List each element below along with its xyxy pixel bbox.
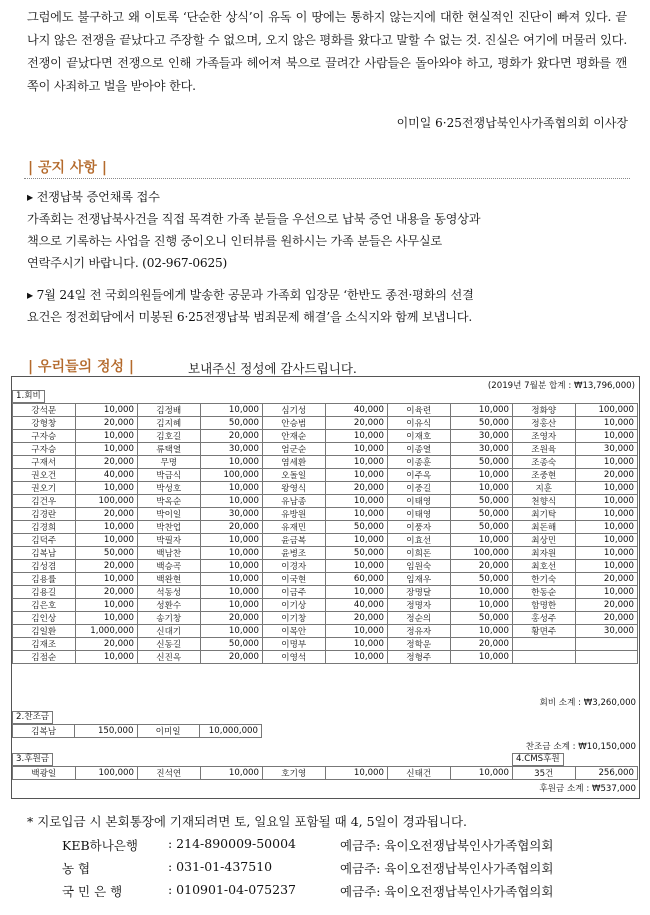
donation-amount: 40,000 <box>75 469 138 482</box>
donation-amount: 10,000 <box>450 586 513 599</box>
table-row <box>13 573 638 586</box>
donation-amount: 100,000 <box>200 469 263 482</box>
notice-item1-title: ▸ 전쟁납북 증언채록 접수 <box>27 190 160 204</box>
donor-name: 이희돈 <box>388 547 451 560</box>
bank-account: : 214-890009-50004 <box>168 836 296 851</box>
donor-name: 김복남 <box>13 725 75 738</box>
footer-note: * 지로입금 시 본회통장에 기재되려면 토, 일요일 포함될 때 4, 5일이 경과됩니다. <box>27 814 468 829</box>
signature: 이미일 6·25전쟁납북인사가족협의회 이사장 <box>396 116 628 130</box>
donation-amount: 40,000 <box>325 404 388 417</box>
donor-name: 함명한 <box>513 599 576 612</box>
donor-name: 이중길 <box>388 482 451 495</box>
table-row <box>13 404 638 417</box>
donor-name: 김은호 <box>13 599 76 612</box>
donation-amount: 10,000 <box>325 495 388 508</box>
donation-amount: 10,000 <box>575 508 638 521</box>
donation-amount: 50,000 <box>450 573 513 586</box>
donor-name: 박필자 <box>138 534 201 547</box>
donor-name: 이종열 <box>388 443 451 456</box>
donation-amount: 50,000 <box>450 612 513 625</box>
sponsor-subtotal: 찬조금 소계 : ₩10,150,000 <box>525 742 636 752</box>
donation-amount: 10,000 <box>575 586 638 599</box>
donation-amount: 30,000 <box>200 443 263 456</box>
donor-name: 무명 <box>138 456 201 469</box>
table-row <box>13 443 638 456</box>
donation-amount: 50,000 <box>450 521 513 534</box>
donation-amount: 20,000 <box>200 521 263 534</box>
account-holder: 예금주: 육이오전쟁납북인사가족협의회 <box>340 838 554 853</box>
donation-amount: 100,000 <box>75 767 138 780</box>
donation-amount <box>575 638 638 651</box>
donor-name: 김정배 <box>138 404 201 417</box>
table-row <box>13 547 638 560</box>
donation-amount: 10,000 <box>450 404 513 417</box>
donor-name: 이목안 <box>263 625 326 638</box>
membership-label: 1.회비 <box>12 390 45 403</box>
donor-name: 박이일 <box>138 508 201 521</box>
donation-amount: 20,000 <box>75 638 138 651</box>
donation-amount: 10,000 <box>450 482 513 495</box>
donation-amount: 10,000 <box>200 482 263 495</box>
donation-amount: 10,000 <box>325 767 388 780</box>
notice-item2-line1: ▸ 7월 24일 전 국회의원들에게 발송한 공문과 가족회 입장문 ‘한반도 종전·평화의 선결 <box>27 288 474 302</box>
donor-name: 박옥순 <box>138 495 201 508</box>
donation-amount: 10,000 <box>200 599 263 612</box>
table-row <box>13 495 638 508</box>
donation-amount: 100,000 <box>75 495 138 508</box>
donation-amount: 20,000 <box>450 638 513 651</box>
donor-name: 이국현 <box>263 573 326 586</box>
notice-item2 <box>27 284 632 328</box>
donor-name: 정화양 <box>513 404 576 417</box>
donation-amount: 20,000 <box>575 469 638 482</box>
donor-name: 유방원 <box>263 508 326 521</box>
donation-amount: 10,000 <box>75 404 138 417</box>
donor-name: 이유식 <box>388 417 451 430</box>
donation-amount: 10,000 <box>75 599 138 612</box>
donation-amount: 10,000 <box>325 534 388 547</box>
donor-name: 구자승 <box>13 430 76 443</box>
donor-name: 김일환 <box>13 625 76 638</box>
donor-name: 신진옥 <box>138 651 201 664</box>
donor-name: 안승범 <box>263 417 326 430</box>
notice-item1-line3: 연락주시기 바랍니다. (02-967-0625) <box>27 256 228 270</box>
donation-amount: 50,000 <box>450 508 513 521</box>
donor-name: 석동성 <box>138 586 201 599</box>
donation-amount: 100,000 <box>450 547 513 560</box>
donor-name: 권오건 <box>13 469 76 482</box>
donor-name: 유남종 <box>263 495 326 508</box>
donation-amount: 10,000 <box>325 638 388 651</box>
donor-name: 오돌일 <box>263 469 326 482</box>
bank-name: 농 협 <box>62 861 91 876</box>
donation-amount: 30,000 <box>450 443 513 456</box>
support-subtotal: 후원금 소계 : ₩537,000 <box>539 784 636 794</box>
donor-name: 김경란 <box>13 508 76 521</box>
donor-name: 이영석 <box>263 651 326 664</box>
donor-name: 김경희 <box>13 521 76 534</box>
donor-name: 조중현 <box>513 469 576 482</box>
donation-amount: 50,000 <box>450 417 513 430</box>
donor-name: 백광일 <box>13 767 76 780</box>
donation-amount: 10,000 <box>450 599 513 612</box>
donation-amount: 10,000 <box>575 560 638 573</box>
donor-name: 김복남 <box>13 547 76 560</box>
donor-name: 윤금복 <box>263 534 326 547</box>
donor-name: 진석연 <box>138 767 201 780</box>
table-row <box>13 456 638 469</box>
donor-name: 35건 <box>513 767 576 780</box>
donor-name: 정학운 <box>388 638 451 651</box>
donation-amount: 30,000 <box>450 430 513 443</box>
donation-amount: 10,000 <box>450 625 513 638</box>
donor-name: 천향식 <box>513 495 576 508</box>
donor-name: 김성겸 <box>13 560 76 573</box>
donor-name: 김용길 <box>13 586 76 599</box>
donor-name: 정명자 <box>388 599 451 612</box>
donor-name: 이육련 <box>388 404 451 417</box>
donation-amount: 10,000 <box>325 430 388 443</box>
donor-name: 구재서 <box>13 456 76 469</box>
donor-name: 정유자 <box>388 625 451 638</box>
donation-amount: 10,000 <box>575 417 638 430</box>
donor-name: 이명부 <box>263 638 326 651</box>
donor-name: 김용률 <box>13 573 76 586</box>
donor-name: 홍성주 <box>513 612 576 625</box>
donation-amount: 20,000 <box>75 508 138 521</box>
donor-name: 정홍산 <box>513 417 576 430</box>
donation-amount: 256,000 <box>575 767 638 780</box>
donation-amount: 10,000 <box>325 508 388 521</box>
donation-amount: 50,000 <box>325 521 388 534</box>
donation-amount: 50,000 <box>450 495 513 508</box>
donor-name: 이기창 <box>263 612 326 625</box>
donation-amount: 20,000 <box>200 651 263 664</box>
donor-name <box>513 651 576 664</box>
table-row <box>13 508 638 521</box>
donor-name: 신태건 <box>388 767 451 780</box>
table-row <box>13 430 638 443</box>
donation-amount: 10,000 <box>325 625 388 638</box>
table-row <box>13 638 638 651</box>
table-row <box>13 560 638 573</box>
donor-name: 이종훈 <box>388 456 451 469</box>
donation-amount: 40,000 <box>325 599 388 612</box>
notice-heading: | 공지 사항 | <box>28 160 107 176</box>
table-row <box>13 469 638 482</box>
cms-label: 4.CMS후원 <box>512 753 564 766</box>
bank-name: KEB하나은행 <box>62 838 138 853</box>
donor-name: 이주옥 <box>388 469 451 482</box>
table-row <box>13 586 638 599</box>
donation-amount: 20,000 <box>575 599 638 612</box>
donation-amount: 1,000,000 <box>75 625 138 638</box>
bank-account: : 031-01-437510 <box>168 859 273 874</box>
donation-amount: 10,000 <box>450 469 513 482</box>
support-label: 3.후원금 <box>12 753 53 766</box>
bank-account: : 010901-04-075237 <box>168 882 296 897</box>
donor-name: 송기창 <box>138 612 201 625</box>
donation-amount: 10,000 <box>200 547 263 560</box>
donor-name: 지훈 <box>513 482 576 495</box>
donation-amount: 10,000 <box>325 443 388 456</box>
donor-name: 엄군순 <box>263 443 326 456</box>
donor-name: 박금식 <box>138 469 201 482</box>
intro-text <box>27 6 627 98</box>
notice-body <box>27 186 632 274</box>
donor-name: 조영자 <box>513 430 576 443</box>
membership-subtotal: 회비 소계 : ₩3,260,000 <box>539 698 636 708</box>
donor-name: 조원육 <box>513 443 576 456</box>
donor-name: 김재조 <box>13 638 76 651</box>
donation-amount: 10,000 <box>200 560 263 573</box>
donor-name: 이기상 <box>263 599 326 612</box>
donor-name: 박찬업 <box>138 521 201 534</box>
donor-name: 구자승 <box>13 443 76 456</box>
donor-name: 김호길 <box>138 430 201 443</box>
donation-amount: 10,000 <box>75 573 138 586</box>
donor-name: 최상민 <box>513 534 576 547</box>
donation-amount: 20,000 <box>75 417 138 430</box>
donor-name: 안재순 <box>263 430 326 443</box>
donations-heading: | 우리들의 정성 | <box>28 359 134 375</box>
donor-name: 이풍자 <box>388 521 451 534</box>
donor-name: 이경자 <box>263 560 326 573</box>
donor-name: 김덕주 <box>13 534 76 547</box>
donation-amount: 10,000 <box>75 521 138 534</box>
donation-amount: 10,000 <box>75 482 138 495</box>
donation-amount: 10,000 <box>200 586 263 599</box>
bank-name: 국 민 은 행 <box>62 884 123 899</box>
donation-amount: 10,000 <box>575 430 638 443</box>
donation-amount: 10,000 <box>325 456 388 469</box>
donor-name: 임원숙 <box>388 560 451 573</box>
donor-name: 최호선 <box>513 560 576 573</box>
donor-name: 권오기 <box>13 482 76 495</box>
donation-amount: 10,000 <box>75 430 138 443</box>
donation-amount: 20,000 <box>75 456 138 469</box>
donor-name: 신대기 <box>138 625 201 638</box>
membership-table <box>12 403 638 664</box>
support-table <box>12 766 638 780</box>
donation-amount: 50,000 <box>75 547 138 560</box>
donation-amount: 10,000 <box>75 612 138 625</box>
donor-name: 강형창 <box>13 417 76 430</box>
donor-name: 이태영 <box>388 495 451 508</box>
donation-amount: 10,000 <box>575 482 638 495</box>
sponsor-label: 2.찬조금 <box>12 711 53 724</box>
donor-name: 한기숙 <box>513 573 576 586</box>
donor-name: 김점순 <box>13 651 76 664</box>
donor-name: 윤병조 <box>263 547 326 560</box>
donation-amount: 10,000 <box>200 404 263 417</box>
donation-amount: 50,000 <box>325 547 388 560</box>
donor-name: 정형주 <box>388 651 451 664</box>
donation-amount: 10,000 <box>450 651 513 664</box>
donation-amount: 20,000 <box>450 560 513 573</box>
donations-total: (2019년 7월분 합계 : ₩13,796,000) <box>487 381 635 391</box>
donation-amount: 10,000 <box>75 651 138 664</box>
donor-name: 한동순 <box>513 586 576 599</box>
donation-amount: 20,000 <box>200 430 263 443</box>
donor-name: 류택열 <box>138 443 201 456</box>
donation-amount: 20,000 <box>575 573 638 586</box>
donation-amount: 10,000 <box>575 495 638 508</box>
donation-amount: 10,000 <box>325 560 388 573</box>
donor-name: 장명달 <box>388 586 451 599</box>
donor-name: 백남찬 <box>138 547 201 560</box>
donation-amount: 20,000 <box>325 482 388 495</box>
donation-amount: 10,000 <box>200 573 263 586</box>
donor-name: 호기영 <box>263 767 326 780</box>
donor-name: 심기성 <box>263 404 326 417</box>
donation-amount: 10,000 <box>325 651 388 664</box>
intro-paragraph: 그럼에도 불구하고 왜 이토록 ‘단순한 상식’이 유독 이 땅에는 통하지 않는지에 대한 현실적인 진단이 빠져 있다. 끝나지 않은 전쟁을 끝났다고 주장할 수 없으며, 오지 않은 평화를 왔다고 말할 수 없는 것. 진실은 여기에 머물러 있다. 전쟁이 끝났다면 전쟁으로 인해 가족들과 헤어져 북으로 끌려간 사람들은 돌아와야 하고, 평화가 왔다면 평화를 깬 쪽이 사죄하고 벌을 받아야 한다. <box>27 10 627 93</box>
donation-amount: 10,000 <box>450 534 513 547</box>
table-row <box>13 725 262 738</box>
donation-amount: 50,000 <box>200 417 263 430</box>
donation-amount: 100,000 <box>575 404 638 417</box>
donor-name: 백완현 <box>138 573 201 586</box>
donor-name: 임재우 <box>388 573 451 586</box>
account-holder: 예금주: 육이오전쟁납북인사가족협의회 <box>340 861 554 876</box>
donor-name: 왕영식 <box>263 482 326 495</box>
donation-amount: 10,000 <box>575 534 638 547</box>
table-row <box>13 521 638 534</box>
donor-name <box>513 638 576 651</box>
donor-name: 최기탁 <box>513 508 576 521</box>
donor-name: 이미일 <box>137 725 199 738</box>
sponsor-table <box>12 724 262 738</box>
donation-amount: 10,000 <box>200 495 263 508</box>
donation-amount: 20,000 <box>325 612 388 625</box>
table-row <box>13 651 638 664</box>
donor-name: 성환수 <box>138 599 201 612</box>
donation-amount: 10,000 <box>575 547 638 560</box>
table-row <box>13 599 638 612</box>
donation-amount: 30,000 <box>575 625 638 638</box>
donation-amount: 10,000 <box>575 521 638 534</box>
donation-amount: 10,000 <box>200 625 263 638</box>
donor-name: 정순의 <box>388 612 451 625</box>
donor-name: 이금주 <box>263 586 326 599</box>
donor-name: 강석문 <box>13 404 76 417</box>
donation-amount: 10,000 <box>450 767 513 780</box>
donation-amount <box>575 651 638 664</box>
donation-amount: 50,000 <box>450 456 513 469</box>
donor-name: 이재호 <box>388 430 451 443</box>
table-row <box>13 482 638 495</box>
donor-name: 신동길 <box>138 638 201 651</box>
donor-name: 박성호 <box>138 482 201 495</box>
table-row <box>13 534 638 547</box>
donation-amount: 30,000 <box>200 508 263 521</box>
donation-amount: 10,000 <box>325 586 388 599</box>
donor-name: 최돈해 <box>513 521 576 534</box>
donor-name: 백승곡 <box>138 560 201 573</box>
donation-amount: 20,000 <box>575 612 638 625</box>
account-holder: 예금주: 육이오전쟁납북인사가족협의회 <box>340 884 554 899</box>
donation-amount: 10,000 <box>325 469 388 482</box>
donation-amount: 10,000 <box>200 767 263 780</box>
table-row <box>13 612 638 625</box>
donor-name: 이태영 <box>388 508 451 521</box>
table-row <box>13 767 638 780</box>
donation-amount: 20,000 <box>75 560 138 573</box>
donor-name: 조종숙 <box>513 456 576 469</box>
donor-name: 김인상 <box>13 612 76 625</box>
donor-name: 이효선 <box>388 534 451 547</box>
donation-amount: 10,000,000 <box>199 725 261 738</box>
donation-amount: 50,000 <box>200 638 263 651</box>
donation-amount: 20,000 <box>325 417 388 430</box>
notice-item1-line1: 가족회는 전쟁납북사건을 직접 목격한 가족 분들을 우선으로 납북 증언 내용을 동영상과 <box>27 212 481 226</box>
donation-amount: 10,000 <box>75 534 138 547</box>
notice-item2-line2: 요건은 정전회담에서 미봉된 6·25전쟁납북 범죄문제 해결’을 소식지와 함께 보냅니다. <box>27 310 472 324</box>
donor-name: 유재민 <box>263 521 326 534</box>
donor-name: 황면주 <box>513 625 576 638</box>
table-row <box>13 625 638 638</box>
donor-name: 김지혜 <box>138 417 201 430</box>
donation-amount: 10,000 <box>200 534 263 547</box>
notice-item1-line2: 책으로 기록하는 사업을 진행 중이오니 인터뷰를 원하시는 가족 분들은 사무실로 <box>27 234 442 248</box>
donation-amount: 10,000 <box>75 443 138 456</box>
divider <box>24 178 630 179</box>
donor-name: 김건우 <box>13 495 76 508</box>
donation-amount: 20,000 <box>200 612 263 625</box>
donations-thanks: 보내주신 정성에 감사드립니다. <box>188 361 357 376</box>
donation-amount: 150,000 <box>75 725 137 738</box>
donation-amount: 10,000 <box>575 456 638 469</box>
donation-amount: 10,000 <box>200 456 263 469</box>
donor-name: 염세환 <box>263 456 326 469</box>
table-row <box>13 417 638 430</box>
donor-name: 최자원 <box>513 547 576 560</box>
donation-amount: 20,000 <box>75 586 138 599</box>
donation-amount: 60,000 <box>325 573 388 586</box>
donation-amount: 30,000 <box>575 443 638 456</box>
